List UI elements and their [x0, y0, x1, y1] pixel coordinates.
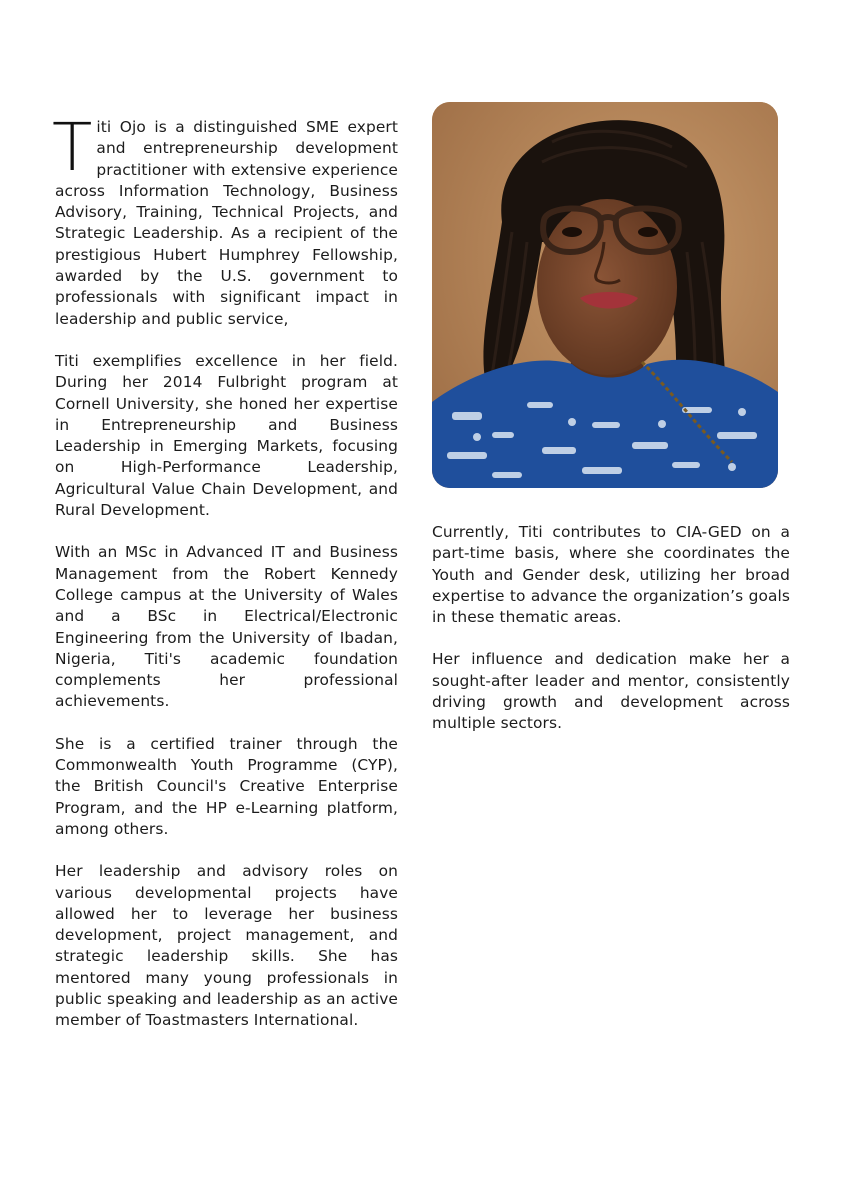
portrait-illustration: [432, 102, 778, 488]
bio-paragraph-6: Currently, Titi contributes to CIA-GED on a part-time basis, where she coordinates the Youth and Gender desk, utilizing her broad expertise to advance the organization’s goals in these thematic areas.: [432, 523, 790, 627]
bio-paragraph-3: With an MSc in Advanced IT and Business Management from the Robert Kennedy College campus at the University of Wales and a BSc in Electrical/Electronic Engineering from the University of Ibadan, Nigeria, Titi's academic foundation complements her professional achievements.: [55, 543, 398, 711]
drop-cap: T: [52, 109, 93, 186]
bio-paragraph-4: She is a certified trainer through the Commonwealth Youth Programme (CYP), the British Council's Creative Enterprise Program, and the HP e-Learning platform, among others.: [55, 734, 398, 838]
right-column: [432, 522, 790, 756]
bio-paragraph-7: Her influence and dedication make her a sought-after leader and mentor, consistently driving growth and development across multiple sectors.: [432, 650, 790, 733]
bio-paragraph-2: Titi exemplifies excellence in her field. During her 2014 Fulbright program at Cornell University, she honed her expertise in Entrepreneurship and Business Leadership in Emerging Markets, focusing on High-Performance Leadership, Agricultural Value Chain Development, and Rural Development.: [55, 351, 398, 520]
portrait-photo: [432, 102, 778, 488]
bio-paragraph-1-text: iti Ojo is a distinguished SME expert and entrepreneurship development practitioner with extensive experience across Information Technology, Business Advisory, Training, Technical Projects, and Strategic Leadership. As a recipient of the prestigious Hubert Humphrey Fellowship, awarded by the U.S. government to professionals with significant impact in leadership and public service,: [55, 118, 398, 328]
bio-paragraph-5: Her leadership and advisory roles on various developmental projects have allowed her to leverage her business development, project management, and strategic leadership skills. She has mentored many young professionals in public speaking and leadership as an active member of Toastmasters International.: [55, 862, 398, 1030]
bio-paragraph-1: [52, 109, 398, 330]
left-column: [52, 109, 398, 1053]
